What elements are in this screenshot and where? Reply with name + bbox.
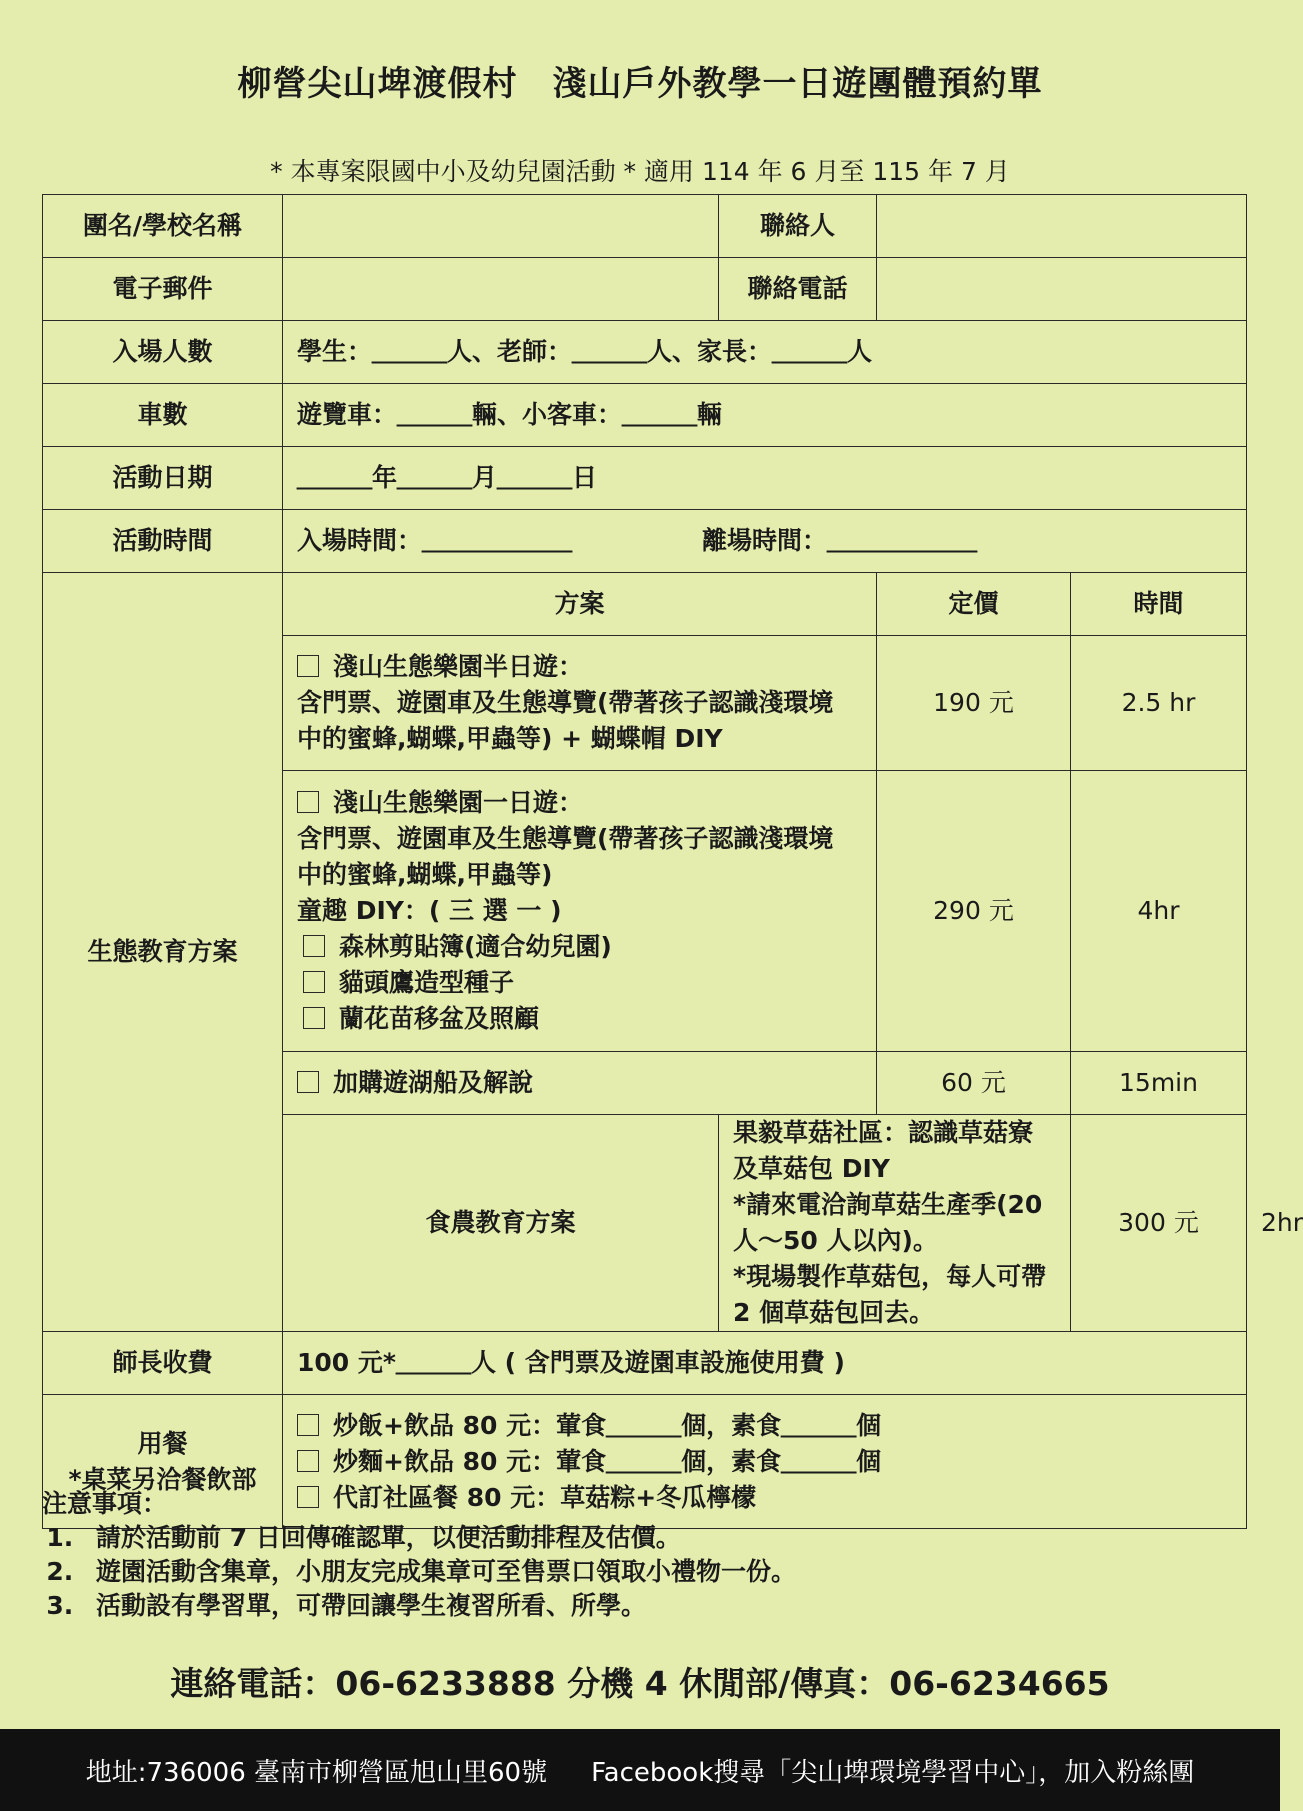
contact-person-field[interactable] xyxy=(877,195,1247,258)
entry-time-field[interactable]: 入場時間：＿＿＿＿＿＿ xyxy=(297,526,573,555)
attendance-field[interactable]: 學生：＿＿＿人、老師：＿＿＿人、家長：＿＿＿人 xyxy=(283,321,1247,384)
meal-option-1-checkbox[interactable] xyxy=(297,1414,319,1436)
full-day-plan-cell xyxy=(283,771,877,1052)
full-day-time: 4hr xyxy=(1071,771,1247,1052)
half-day-plan-cell xyxy=(283,636,877,771)
diy-label: 童趣 DIY：( 三 選 一 ) xyxy=(297,896,562,925)
email-label: 電子郵件 xyxy=(43,258,283,321)
meal-option-1: 炒飯+飲品 80 元：葷食＿＿＿個，素食＿＿＿個 xyxy=(333,1410,882,1440)
attendance-label: 入場人數 xyxy=(43,321,283,384)
phone-field[interactable] xyxy=(877,258,1247,321)
time-label: 活動時間 xyxy=(43,510,283,573)
boat-title: 加購遊湖船及解說 xyxy=(333,1068,534,1097)
row-vehicles xyxy=(43,384,1247,447)
boat-time: 15min xyxy=(1071,1052,1247,1115)
vehicles-field[interactable]: 遊覽車：＿＿＿輛、小客車：＿＿＿輛 xyxy=(283,384,1247,447)
group-name-label: 團名/學校名稱 xyxy=(43,195,283,258)
vehicles-label: 車數 xyxy=(43,384,283,447)
notes-list xyxy=(42,1521,796,1623)
full-day-desc-1: 含門票、遊園車及生態導覽(帶著孩子認識淺環境 xyxy=(297,824,834,853)
food-price: 300 元 xyxy=(1071,1115,1247,1332)
row-plans-header xyxy=(43,573,1247,636)
meal-option-3: 代訂社區餐 80 元：草菇粽+冬瓜檸檬 xyxy=(333,1482,757,1512)
footer-facebook: Facebook搜尋「尖山埤環境學習中心」，加入粉絲團 xyxy=(591,1757,1195,1788)
footer-bar xyxy=(0,1729,1280,1811)
time-field[interactable] xyxy=(283,510,1247,573)
plan-column-header: 方案 xyxy=(283,573,877,636)
half-day-desc-1: 含門票、遊園車及生態導覽(帶著孩子認識淺環境 xyxy=(297,688,834,717)
reservation-form-table xyxy=(42,194,1303,1529)
contact-person-label: 聯絡人 xyxy=(719,195,877,258)
full-day-desc-2: 中的蜜蜂,蝴蝶,甲蟲等) xyxy=(297,860,553,889)
diy-option-3: 蘭花苗移盆及照顧 xyxy=(339,1004,540,1033)
meal-label-line2: *桌菜另洽餐飲部 xyxy=(68,1464,257,1494)
row-group-name xyxy=(43,195,1247,258)
page-title: 柳營尖山埤渡假村 淺山戶外教學一日遊團體預約單 xyxy=(237,64,1043,104)
food-desc-1: 果毅草菇社區：認識草菇寮及草菇包 DIY xyxy=(733,1118,1034,1183)
row-time xyxy=(43,510,1247,573)
teacher-fee-field[interactable]: 100 元*＿＿＿人 ( 含門票及遊園車設施使用費 ) xyxy=(283,1332,1247,1395)
contact-phone: 連絡電話：06-6233888 分機 4 休閒部/傳真：06-6234665 xyxy=(170,1664,1110,1703)
diy-option-1: 森林剪貼簿(適合幼兒園) xyxy=(339,932,612,961)
row-food-plan: 食農教育方案 果毅草菇社區：認識草菇寮及草菇包 DIY *請來電洽詢草菇生產季(20 人～50 人以內)。 *現場製作草菇包，每人可帶 2 個草菇包回去。 300 元 2hr xyxy=(43,1115,1247,1332)
diy-option-1-checkbox[interactable] xyxy=(303,935,325,957)
notes-section xyxy=(42,1487,796,1623)
note-item: 3. 活動設有學習單，可帶回讓學生複習所看、所學。 xyxy=(82,1589,796,1623)
time-column-header: 時間 xyxy=(1071,573,1247,636)
full-day-title: 淺山生態樂園一日遊： xyxy=(333,788,584,817)
meal-option-2-checkbox[interactable] xyxy=(297,1450,319,1472)
full-day-price: 290 元 xyxy=(877,771,1071,1052)
email-field[interactable] xyxy=(283,258,719,321)
footer-address: 地址:736006 臺南市柳營區旭山里60號 xyxy=(85,1757,548,1788)
diy-option-2: 貓頭鷹造型種子 xyxy=(339,968,515,997)
group-name-field[interactable] xyxy=(283,195,719,258)
half-day-checkbox[interactable] xyxy=(297,655,319,677)
meal-option-2: 炒麵+飲品 80 元：葷食＿＿＿個，素食＿＿＿個 xyxy=(333,1446,882,1476)
half-day-price: 190 元 xyxy=(877,636,1071,771)
notes-heading: 注意事項： xyxy=(42,1489,168,1518)
half-day-title: 淺山生態樂園半日遊： xyxy=(333,652,584,681)
page-subtitle: * 本專案限國中小及幼兒園活動 * 適用 114 年 6 月至 115 年 7 月 xyxy=(270,157,1010,186)
full-day-checkbox[interactable] xyxy=(297,791,319,813)
boat-price: 60 元 xyxy=(877,1052,1071,1115)
food-desc-2: *請來電洽詢草菇生產季(20 人～50 人以內)。 xyxy=(733,1190,1043,1255)
teacher-fee-label: 師長收費 xyxy=(43,1332,283,1395)
note-item: 1. 請於活動前 7 日回傳確認單，以便活動排程及估價。 xyxy=(82,1521,796,1555)
note-item: 2. 遊園活動含集章，小朋友完成集章可至售票口領取小禮物一份。 xyxy=(82,1555,796,1589)
exit-time-field[interactable]: 離場時間：＿＿＿＿＿＿ xyxy=(702,526,978,555)
half-day-desc-2: 中的蜜蜂,蝴蝶,甲蟲等) + 蝴蝶帽 DIY xyxy=(297,724,723,753)
diy-option-2-checkbox[interactable] xyxy=(303,971,325,993)
row-attendance xyxy=(43,321,1247,384)
eco-plan-label: 生態教育方案 xyxy=(43,573,283,1332)
date-field[interactable]: ＿＿＿年＿＿＿月＿＿＿日 xyxy=(283,447,1247,510)
half-day-time: 2.5 hr xyxy=(1071,636,1247,771)
row-email xyxy=(43,258,1247,321)
diy-option-3-checkbox[interactable] xyxy=(303,1007,325,1029)
phone-label: 聯絡電話 xyxy=(719,258,877,321)
boat-plan-cell xyxy=(283,1052,877,1115)
date-label: 活動日期 xyxy=(43,447,283,510)
food-plan-label: 食農教育方案 xyxy=(283,1115,719,1332)
boat-checkbox[interactable] xyxy=(297,1071,319,1093)
row-teacher-fee xyxy=(43,1332,1247,1395)
food-desc-3: *現場製作草菇包，每人可帶 2 個草菇包回去。 xyxy=(733,1262,1047,1327)
price-column-header: 定價 xyxy=(877,573,1071,636)
meal-label-line1: 用餐 xyxy=(137,1428,188,1458)
row-date xyxy=(43,447,1247,510)
food-plan-cell xyxy=(719,1115,1071,1332)
